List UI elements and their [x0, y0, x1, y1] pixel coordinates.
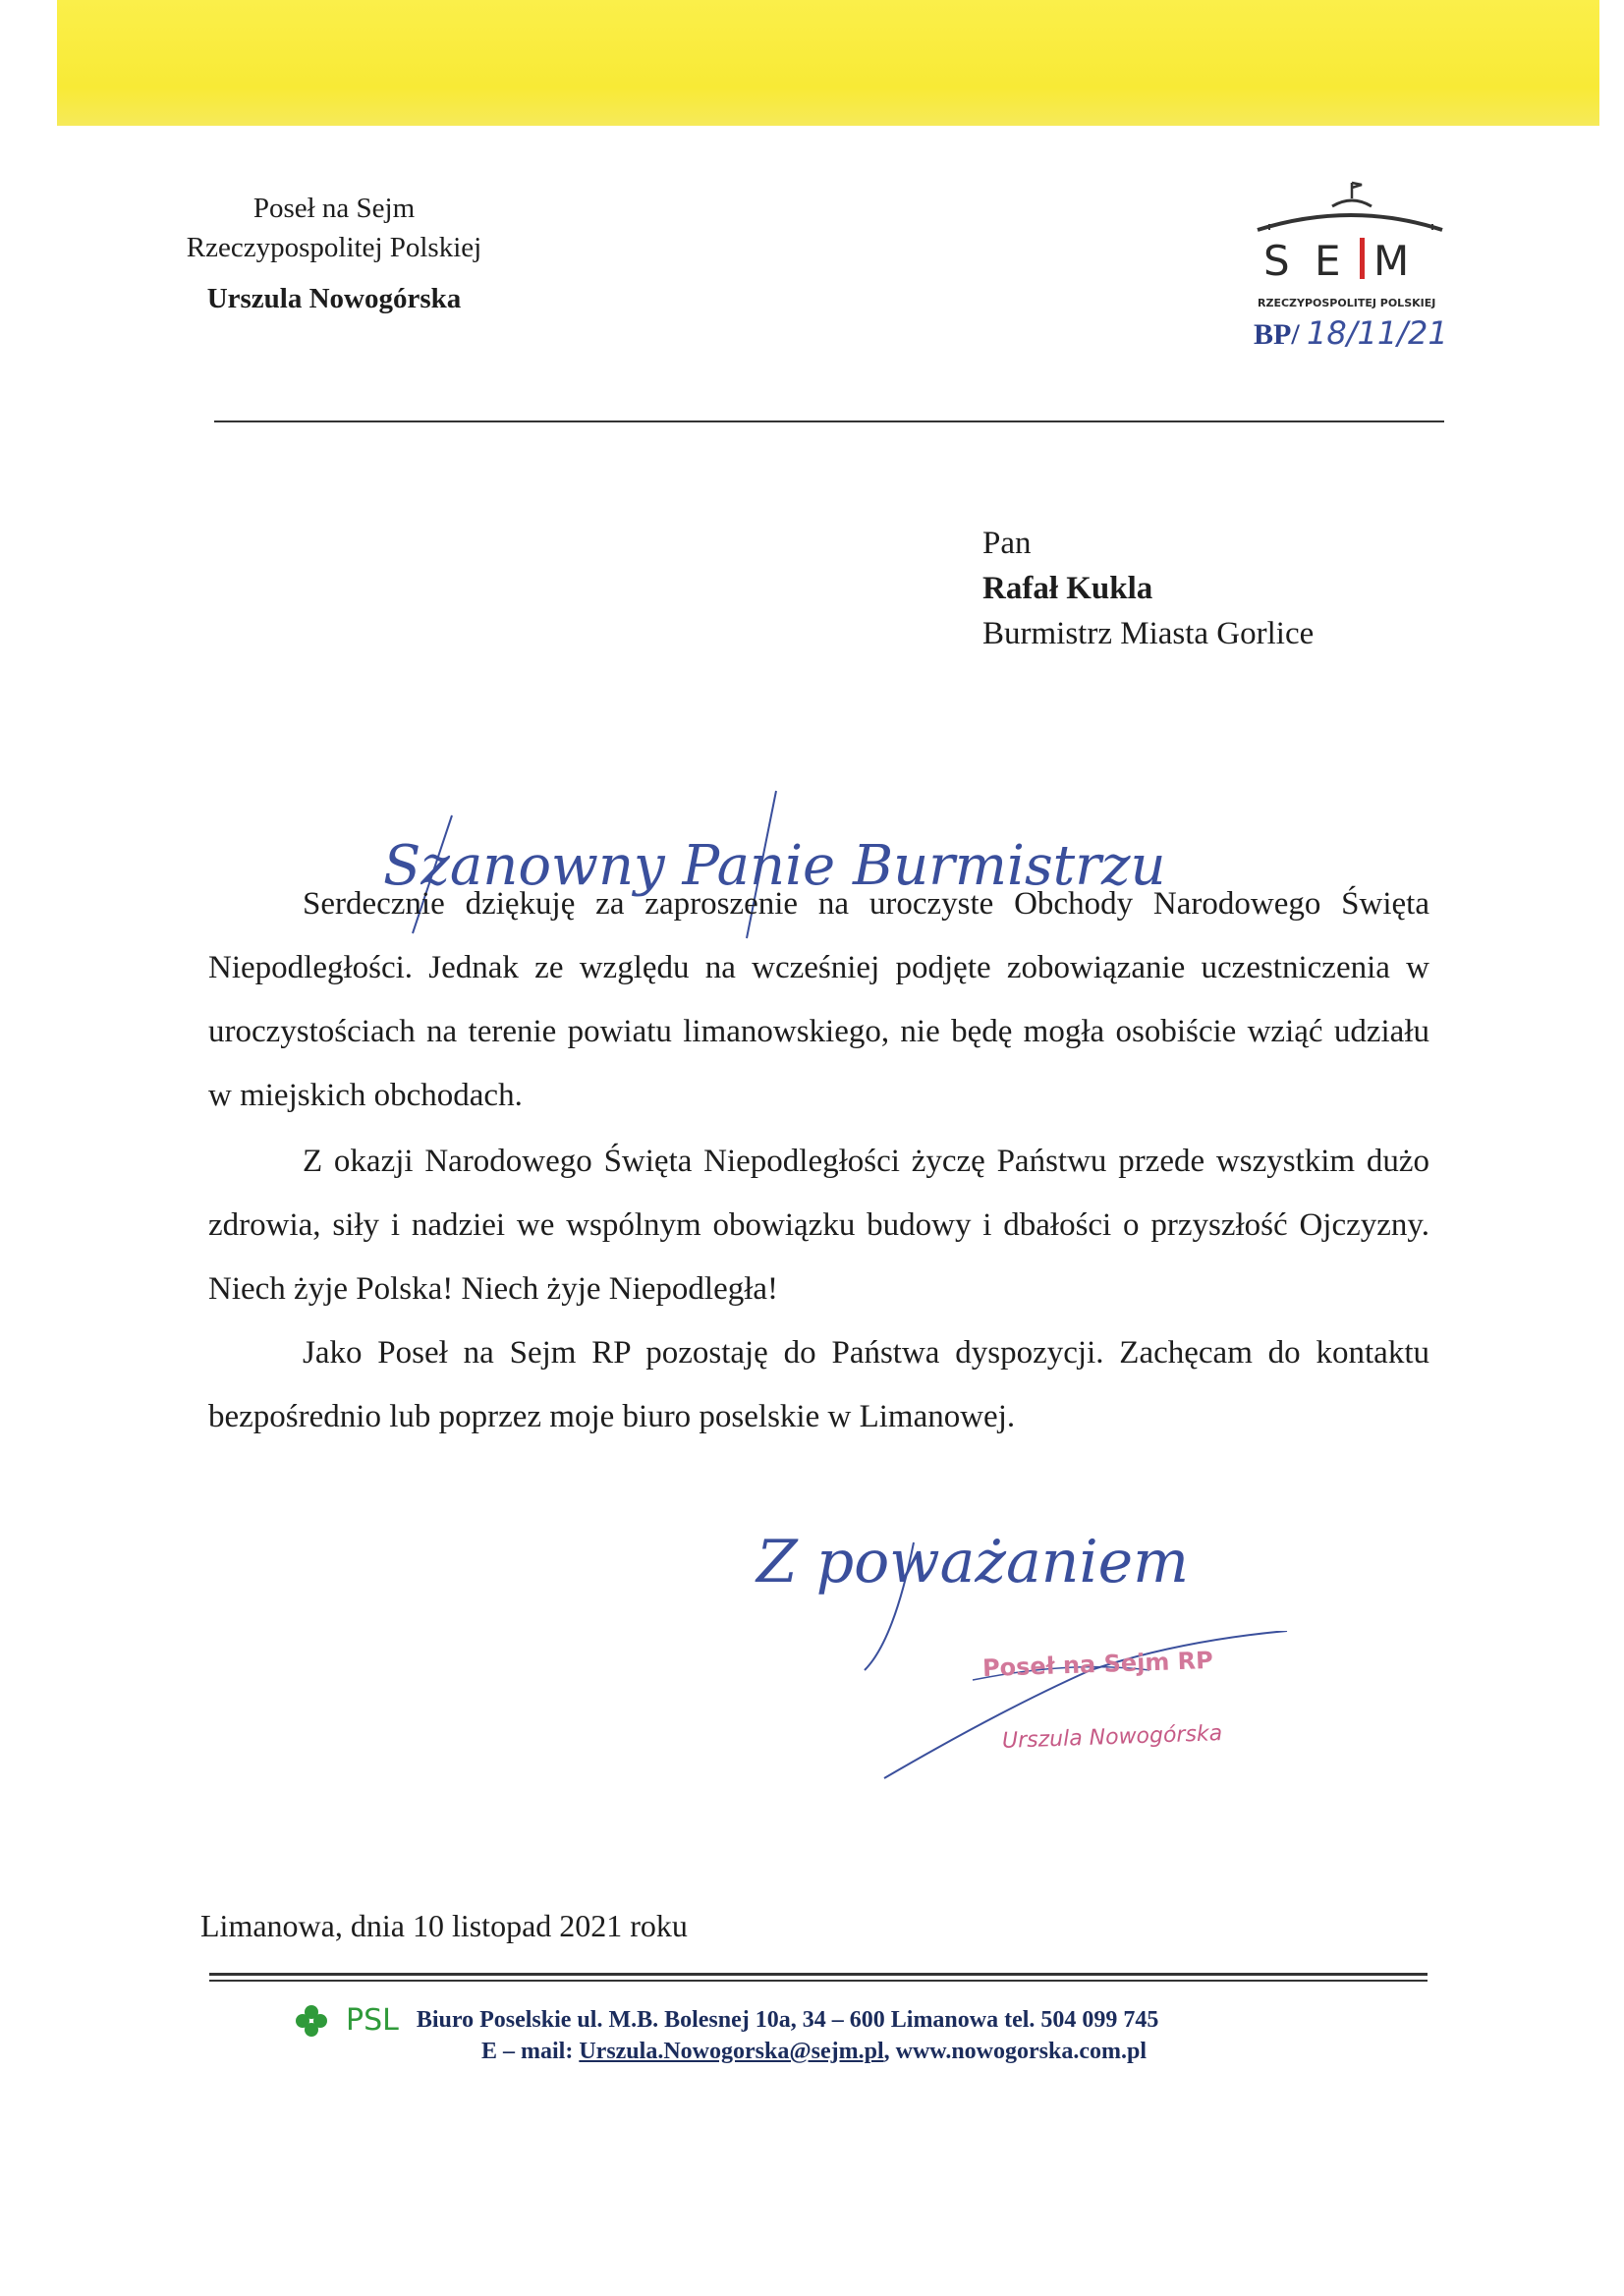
top-color-band: [57, 0, 1599, 126]
sender-block: [0, 189, 668, 318]
footer-email-link[interactable]: Urszula.Nowogorska@sejm.pl: [579, 2039, 884, 2064]
footer-contact-row: [481, 2036, 1147, 2067]
footer-divider-thin: [209, 1980, 1428, 1982]
addressee-title: Burmistrz Miasta Gorlice: [982, 616, 1315, 651]
footer-separator: ,: [883, 2039, 896, 2064]
sender-line-2: Rzeczypospolitej Polskiej: [186, 232, 482, 263]
addressee-block: [982, 521, 1314, 656]
sejm-logo: [1250, 175, 1446, 362]
stamp-title: Poseł na Sejm RP: [981, 1646, 1214, 1683]
addressee-name: Rafał Kukla: [982, 571, 1153, 606]
psl-clover-icon: [295, 2004, 328, 2038]
footer-divider-thick: [209, 1973, 1428, 1976]
place-and-date: Limanowa, dnia 10 listopad 2021 roku: [200, 1908, 688, 1943]
bp-handwritten-date: 18/11/21: [1307, 314, 1446, 352]
svg-text:M: M: [1373, 237, 1410, 285]
addressee-salutation: Pan: [982, 526, 1032, 561]
body-paragraph-2: Z okazji Narodowego Święta Niepodległości życzę Państwu przede wszystkim dużo zdrowia, siły i nadziei we wspólnym obowiązku budowy i dbałości o przyszłość Ojczyzny. Niech żyje Polska! Niech żyje Niepodległa!: [208, 1144, 1429, 1307]
bp-prefix: BP/: [1254, 318, 1300, 351]
letter-body: [208, 872, 1429, 1449]
svg-text:S E: S E: [1263, 237, 1347, 285]
sejm-subtitle: RZECZYPOSPOLITEJ POLSKIEJ: [1258, 297, 1436, 309]
body-paragraph-3: Jako Poseł na Sejm RP pozostaję do Państwa dyspozycji. Zachęcam do kontaktu bezpośrednio lub poprzez moje biuro poselskie w Limanowej.: [208, 1335, 1429, 1434]
sejm-emblem-icon: [1250, 175, 1446, 362]
svg-text:Szanowny Panie Burmistrzu: Szanowny Panie Burmistrzu: [383, 834, 1166, 898]
official-stamp: [855, 1631, 1307, 1798]
footer-website-link[interactable]: www.nowogorska.com.pl: [895, 2039, 1147, 2064]
sender-name: Urszula Nowogórska: [206, 283, 462, 314]
footer-email-label: E – mail:: [481, 2039, 580, 2064]
header-divider: [214, 420, 1444, 422]
body-paragraph-1: Serdecznie dziękuję za zaproszenie na uroczyste Obchody Narodowego Święta Niepodległości. Jednak ze względu na wcześniej podjęte zobowiązanie uczestniczenia w uroczystościach na terenie powiatu limanowskiego, nie będę mogła osobiście wziąć udziału w miejskich obchodach.: [208, 886, 1429, 1113]
stamp-name: Urszula Nowogórska: [1001, 1721, 1223, 1754]
psl-logo-text: PSL: [346, 2003, 399, 2039]
footer-address-row: [295, 2004, 1158, 2038]
footer-address: Biuro Poselskie ul. M.B. Bolesnej 10a, 34 – 600 Limanowa tel. 504 099 745: [416, 2007, 1159, 2033]
svg-text:Z poważaniem: Z poważaniem: [756, 1528, 1190, 1596]
sender-line-1: Poseł na Sejm: [252, 193, 416, 224]
